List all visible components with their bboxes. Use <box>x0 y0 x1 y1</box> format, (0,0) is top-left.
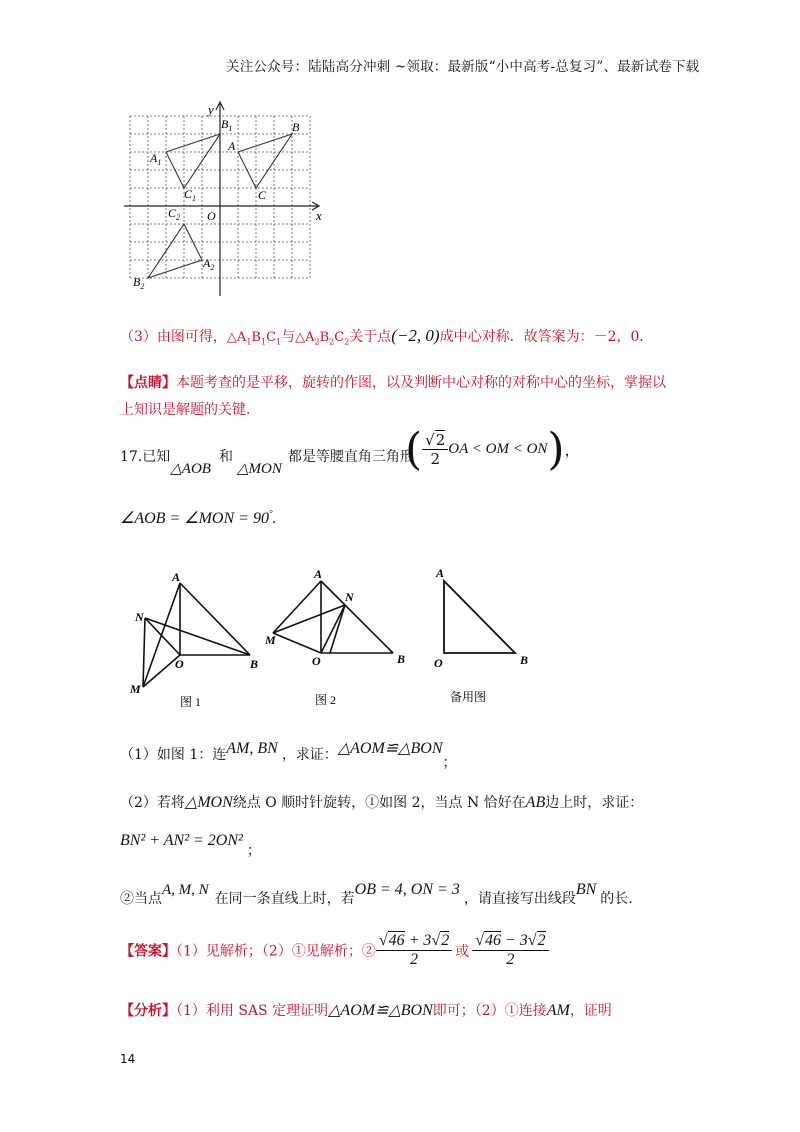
point-a-label: A <box>228 139 236 153</box>
answer-value-1: $\frac{√46 + 3√2}{2}$ <box>376 932 452 969</box>
q17-line1: 17.已知△AOB和△MON都是等腰直角三角形 <box>120 449 414 477</box>
x-axis-label: x <box>316 208 322 223</box>
part3-line: （3）由图可得，$\triangle A_1B_1C_1$与$\triangle A_2B_2C_2$关于点(−2, 0)成中心对称．故答案为：－2，0． <box>120 326 654 347</box>
fig3-caption: 备用图 <box>450 690 487 704</box>
triangle-mon: △MON <box>236 461 282 477</box>
dianjing-block: 【点睛】本题考查的是平移，旋转的作图，以及判断中心对称的对称中心的坐标，掌握以 上知识是解题的关键. <box>120 375 666 418</box>
fig2-label-a: A <box>314 567 323 581</box>
origin-label: O <box>207 209 216 223</box>
fig2-label-o: O <box>312 654 321 668</box>
congruence-statement: △AOM≌△BON <box>337 740 443 757</box>
fig2-caption: 图 2 <box>315 693 337 707</box>
answer-block: 【答案】（1）见解析；（2）①见解析；② $\frac{√46 + 3√2}{2}$ 或 $\frac{√46 - 3√2}{2}$ <box>120 932 549 969</box>
fig1-label-o: O <box>175 657 184 671</box>
point-c1-label: $C_1$ <box>184 187 197 203</box>
axes <box>124 102 319 296</box>
triangle-a2b2c2: $\triangle A_2B_2C_2$ <box>295 330 350 347</box>
point-a2-label: $A_2$ <box>203 256 215 272</box>
answer-tag: 【答案】 <box>120 943 176 960</box>
fig3-label-a: A <box>436 566 445 580</box>
fig2-label-m: M <box>265 633 276 647</box>
fig2-label-b: B <box>397 652 406 666</box>
fig1-label-m: M <box>130 682 141 696</box>
figure-2 <box>273 581 393 653</box>
triangle-a1b1c1: $\triangle A_1B_1C_1$ <box>226 330 282 347</box>
analysis-line: 【分析】（1）利用 SAS 定理证明△AOM≌△BON即可；（2）①连接AM，证明 <box>120 1002 612 1019</box>
angle-condition: ∠AOB = ∠MON = 90°. <box>120 508 277 527</box>
sqrt2-over-2: $\frac{√2}{2}$ <box>422 431 448 468</box>
page-number: 14 <box>120 1052 136 1066</box>
point-b2-label: $B_2$ <box>133 275 145 291</box>
point-b-label: B <box>292 120 300 134</box>
fig3-label-b: B <box>520 653 529 667</box>
answer-value-2: $\frac{√46 - 3√2}{2}$ <box>472 932 548 969</box>
figure-backup <box>444 581 515 653</box>
fig1-caption: 图 1 <box>180 695 202 709</box>
point-b1-label: $B_1$ <box>221 117 233 133</box>
analysis-tag: 【分析】 <box>120 1003 176 1019</box>
point-a1-label: $A_1$ <box>150 151 162 167</box>
fig1-label-b: B <box>250 657 259 671</box>
dianjing-tag: 【点睛】 <box>120 375 176 391</box>
fig1-label-a: A <box>172 570 181 584</box>
point-c-label: C <box>258 188 267 202</box>
q17-condition: ( $\frac{√2}{2}$ OA < OM < ON)， <box>405 424 580 475</box>
point-c2-label: $C_2$ <box>168 206 181 222</box>
page-header: 关注公众号：陆陆高分冲刺 ~领取：最新版“小中高考-总复习”、最新试卷下载 <box>226 59 700 75</box>
equation-line: BN² + AN² = 2ON²； <box>120 832 261 859</box>
y-axis-label: y <box>208 102 214 117</box>
fig1-label-n: N <box>135 610 144 624</box>
part1-line: （1）如图 1：连AM, BN ，求证：△AOM≌△BON； <box>120 740 457 771</box>
equation: BN² + AN² = 2ON² <box>120 832 243 849</box>
fig2-label-n: N <box>345 590 354 604</box>
center-point: (−2, 0) <box>391 326 440 345</box>
part2-sub2-line: ②当点A, M, N在同一条直线上时，若OB = 4, ON = 3，请直接写出线段BN的长. <box>120 881 633 907</box>
geometry-figures <box>125 565 545 715</box>
coordinate-grid-figure <box>120 96 335 301</box>
fig3-label-o: O <box>434 656 443 670</box>
triangle-aob: △AOB <box>170 461 211 477</box>
part2-line: （2）若将△MON绕点 O 顺时针旋转，①如图 2，当点 N 恰好在AB边上时，求证： <box>120 794 644 811</box>
figure-1 <box>143 583 250 687</box>
